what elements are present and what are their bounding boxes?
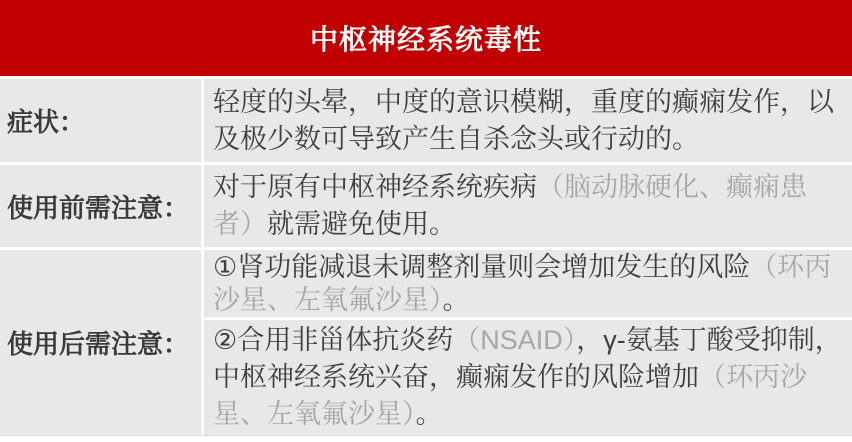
- text-segment-muted: （环丙沙星、左氧氟沙星）: [213, 251, 832, 315]
- text-segment: ，γ-氨基丁酸受抑制，中枢神经系统兴奋，癫痫发作的风险增加: [213, 325, 842, 392]
- text-segment-muted: （脑动脉硬化、癫痫患者）: [213, 172, 807, 239]
- row-label-after-use: 使用后需注意：: [0, 250, 201, 435]
- text-segment: 就需避免使用。: [267, 209, 456, 239]
- row-label-before-use: 使用前需注意：: [0, 165, 201, 247]
- text-segment: 轻度的头晕，中度的意识模糊，重度的癫痫发作，以及极少数可导致产生自杀念头或行动的。: [213, 86, 834, 154]
- row-label-symptoms: 症状：: [0, 79, 201, 162]
- after-use-content-cell-1: [204, 250, 852, 317]
- text-segment: 。: [415, 399, 443, 429]
- before-use-content-cell: [204, 165, 852, 247]
- cell-text: [213, 251, 846, 317]
- text-segment-muted: （NSAID）: [453, 325, 577, 355]
- table-title: 中枢神经系统毒性: [0, 0, 852, 76]
- text-segment: 对于原有中枢神经系统疾病: [213, 172, 537, 202]
- text-segment: ②合用非甾体抗炎药: [213, 325, 454, 355]
- text-segment: 。: [442, 284, 470, 315]
- symptoms-content-cell: [204, 79, 852, 162]
- after-use-content-cell-2: [204, 320, 852, 435]
- text-segment: ①肾功能减退未调整剂量则会增加发生的风险: [213, 251, 751, 282]
- text-segment-muted: （环丙沙星、左氧氟沙星）: [213, 362, 807, 429]
- cell-text: [213, 322, 846, 433]
- cell-text: [213, 84, 846, 158]
- cell-text: [213, 169, 846, 243]
